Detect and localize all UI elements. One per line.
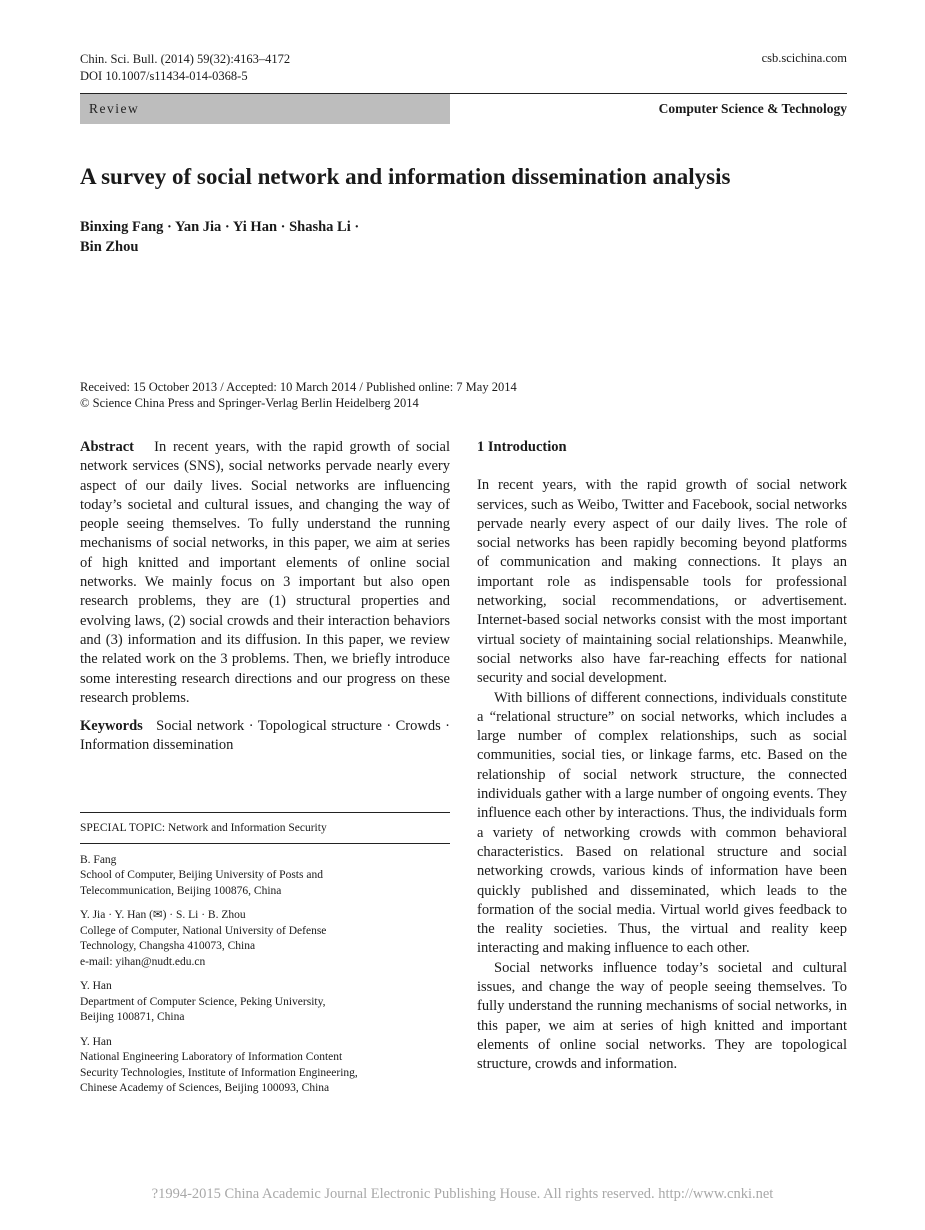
- intro-paragraph: In recent years, with the rapid growth of social network services, such as Weibo, Twitter and Facebook, social networks pervade nearly every aspect of our daily lives. The role of social networks has been rapidly becoming beyond platforms of communication and making connections. It plays an important role as indispensable tools for professional networking, social recommendations, or advertisement. Internet-based social networks consist with the most important virtual society of maintaining social relationships. Meanwhile, social networks also have far-reaching effects for national security and social development.: [477, 477, 847, 687]
- author-line: Binxing Fang · Yan Jia · Yi Han · Shasha Li ·: [80, 219, 360, 235]
- affiliation-names: B. Fang: [80, 853, 117, 866]
- affiliation: [80, 1035, 450, 1097]
- affiliation-line: Technology, Changsha 410073, China: [80, 940, 256, 952]
- affiliation: [80, 979, 450, 1026]
- affiliation-line: National Engineering Laboratory of Information Content: [80, 1051, 343, 1063]
- affiliation-line: Department of Computer Science, Peking University,: [80, 995, 326, 1008]
- doi: DOI 10.1007/s11434-014-0368-5: [80, 69, 248, 83]
- affiliation-line: Telecommunication, Beijing 100876, China: [80, 884, 282, 897]
- copyright-footer: ?1994-2015 China Academic Journal Electronic Publishing House. All rights reserved. http://www.cnki.net: [151, 1186, 774, 1202]
- abstract-text: In recent years, with the rapid growth of social network services (SNS), social networks pervade nearly every aspect of our daily lives. Social networks are influencing today’s societal and cultural issues, and changing the way of people seeing themselves. To fully understand the running mechanisms of social networks, in this paper, we aim at series of high knitted and important elements of online social networks. We mainly focus on 3 important but also open research problems, they are (1) structural properties and evolving laws, (2) social crowds and their interaction behaviors and (3) information and its diffusion. In this paper, we review the related work on the 3 problems. Then, we briefly introduce some interesting research directions and our progress on these research problems.: [80, 439, 450, 706]
- affiliation-email[interactable]: e-mail: yihan@nudt.edu.cn: [80, 955, 206, 968]
- affiliation-line: Beijing 100871, China: [80, 1011, 185, 1023]
- copyright-notice: © Science China Press and Springer-Verlag Berlin Heidelberg 2014: [80, 396, 419, 410]
- section-label: Computer Science & Technology: [658, 101, 847, 116]
- keywords-label: Keywords: [80, 718, 143, 735]
- abstract: [80, 438, 450, 708]
- left-column: [80, 438, 450, 756]
- publication-history: [80, 379, 517, 411]
- affiliation-names: Y. Jia · Y. Han (✉) · S. Li · B. Zhou: [80, 909, 246, 921]
- special-topic: SPECIAL TOPIC: Network and Information Security: [80, 813, 450, 844]
- author-list: [80, 217, 410, 257]
- article-type-bar: [80, 94, 450, 124]
- intro-paragraph: With billions of different connections, individuals constitute a “relational structure” on social networks, which includes a large number of complex relationships, such as social communities, social ties, or linkage farms, etc. Based on the relationship of social network structure, the connected individuals gather with a large number of ongoing events. They influence each other by interactions. Thus, the individuals form a variety of networking crowds with common behavioral characteristics. Based on relational structure and social networking crowds, various kinds of information have been quickly published and disseminated, which leads to the formation of the social media. Virtual world gives feedback to the reality societies. Thus, the virtual and reality keep interacting and making influence to each other.: [477, 689, 847, 957]
- keywords-text: Social network · Topological structure · Crowds · Information dissemination: [80, 718, 450, 754]
- affiliation-line: Security Technologies, Institute of Information Engineering,: [80, 1066, 358, 1079]
- affiliation: [80, 853, 450, 900]
- journal-citation: Chin. Sci. Bull. (2014) 59(32):4163–4172: [80, 52, 291, 66]
- journal-citation-block: [80, 51, 290, 85]
- right-column: [477, 438, 847, 1075]
- affiliation-names: Y. Han: [80, 1035, 112, 1048]
- affiliations-footnote: [80, 812, 450, 1097]
- affiliation-line: College of Computer, National University of Defense: [80, 924, 327, 937]
- intro-paragraph: Social networks influence today’s societal and cultural issues, and change the way of people seeing themselves. To fully understand the running mechanisms of social networks, in this paper, we aim at series of high knitted and important elements of online social networks. They are topological structure, crowds and information.: [477, 959, 847, 1073]
- affiliation-line: School of Computer, Beijing University of Posts and: [80, 869, 323, 881]
- affiliation-names: Y. Han: [80, 980, 112, 992]
- keywords: [80, 717, 450, 756]
- abstract-label: Abstract: [80, 439, 134, 455]
- journal-website: csb.scichina.com: [761, 51, 847, 65]
- article-type-label: Review: [89, 101, 140, 116]
- affiliation: [80, 908, 450, 970]
- paper-title: A survey of social network and information dissemination analysis: [80, 164, 731, 189]
- section-heading: 1 Introduction: [477, 439, 567, 455]
- history-dates: Received: 15 October 2013 / Accepted: 10 March 2014 / Published online: 7 May 2014: [80, 380, 517, 394]
- affiliation-line: Chinese Academy of Sciences, Beijing 100093, China: [80, 1082, 330, 1094]
- author-line: Bin Zhou: [80, 239, 139, 255]
